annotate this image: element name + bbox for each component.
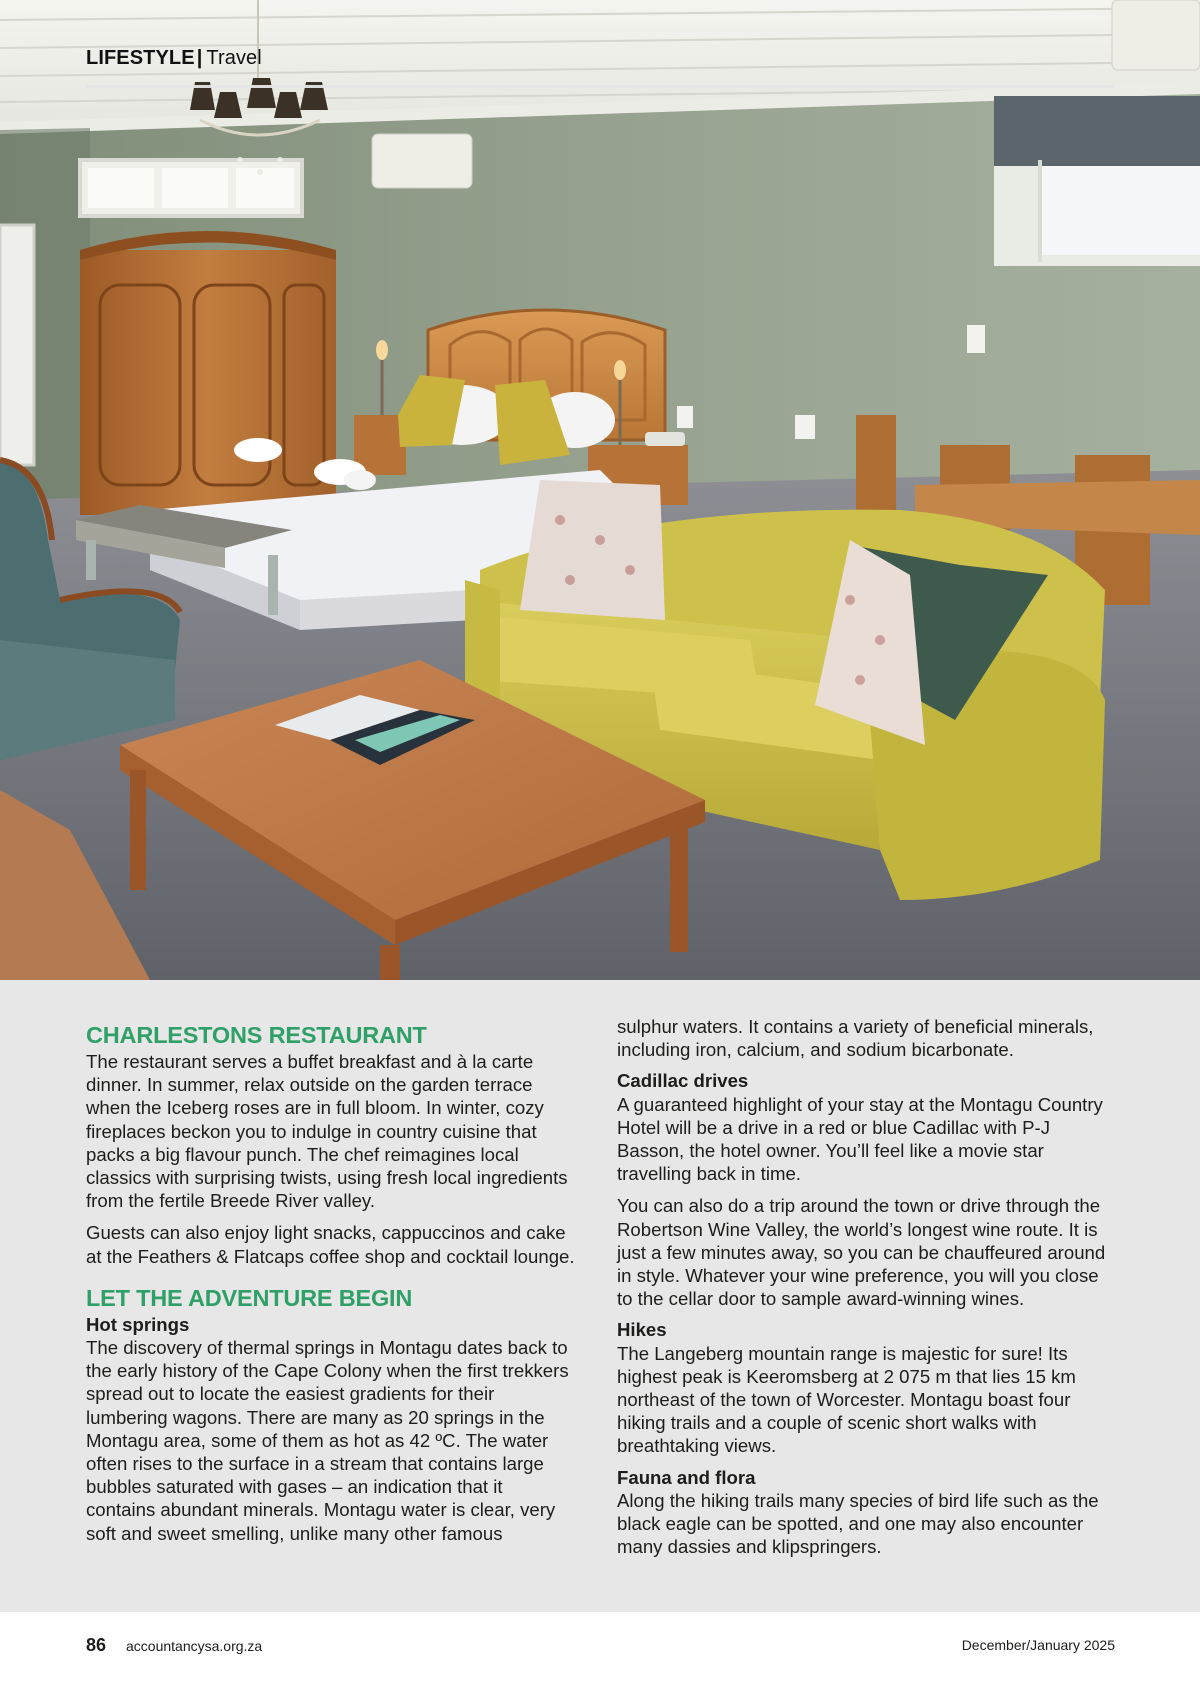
subheading-cadillac-drives: Cadillac drives xyxy=(617,1070,749,1092)
heading-charlestons-restaurant: CHARLESTONS RESTAURANT xyxy=(86,1022,427,1048)
article-column-right xyxy=(617,1015,1117,1558)
subheading-fauna-flora: Fauna and flora xyxy=(617,1466,756,1488)
page-number: 86 xyxy=(86,1635,107,1655)
paragraph-restaurant-1: The restaurant serves a buffet breakfast and à la carte dinner. In summer, relax outside on the garden terrace when the Iceberg roses are in full bloom. In winter, cozy fireplaces beckon you to indulge in country cuisine that packs a big flavour punch. The chef reimagines local classics with surprising twists, using fresh local ingredients from the fertile Breede River valley. xyxy=(86,1051,568,1212)
subheading-hikes: Hikes xyxy=(617,1319,667,1341)
issue-date: December/January 2025 xyxy=(961,1637,1115,1653)
header-rule xyxy=(86,85,1114,88)
running-header xyxy=(86,47,262,70)
page-footer xyxy=(0,1612,1200,1696)
paragraph-fauna-flora: Along the hiking trails many species of bird life such as the black eagle can be spotted, and one may also encounter many dassies and klipspringers. xyxy=(617,1489,1099,1558)
header-separator: | xyxy=(196,47,203,69)
heading-adventure-begin: LET THE ADVENTURE BEGIN xyxy=(86,1284,413,1311)
paragraph-cadillac-2: You can also do a trip around the town or drive through the Robertson Wine Valley, the world’s longest wine route. It is just a few minutes away, so you can be chauffeured around in style. Whatever your wine preference, you will you close to the cellar door to sample award-winning wines. xyxy=(617,1195,1106,1310)
subheading-hot-springs: Hot springs xyxy=(86,1313,190,1335)
paragraph-cadillac-1: A guaranteed highlight of your stay at the Montagu Country Hotel will be a drive in a red or blue Cadillac with P-J Basson, the hotel owner. You’ll feel like a movie star travelling back in time. xyxy=(617,1093,1103,1185)
article-column-left xyxy=(86,1021,576,1545)
paragraph-hikes: The Langeberg mountain range is majestic for sure! Its highest peak is Keeromsberg at 2 075 m that lies 15 km northeast of the town of Worcester. Montagu boast four hiking trails and a couple of scenic short walks with breathtaking views. xyxy=(617,1342,1076,1457)
paragraph-springs-continued: sulphur waters. It contains a variety of beneficial minerals, including iron, calcium, and sodium bicarbonate. xyxy=(617,1016,1094,1061)
subsection-label: Travel xyxy=(206,47,262,69)
paragraph-hot-springs: The discovery of thermal springs in Montagu dates back to the early history of the Cape Colony when the first trekkers spread out to locate the easiest gradients for their lumbering wagons. There are many as 20 springs in the Montagu area, some of them as hot as 42 ºC. The water often rises to the surface in a stream that contains large bubbles saturated with gases – an indication that it contains abundant minerals. Montagu water is clear, very soft and sweet smelling, unlike many other famous xyxy=(86,1337,569,1544)
paragraph-restaurant-2: Guests can also enjoy light snacks, cappuccinos and cake at the Feathers & Flatcaps coffee shop and cocktail lounge. xyxy=(86,1222,575,1267)
website-url: accountancysa.org.za xyxy=(126,1638,263,1654)
section-label: LIFESTYLE xyxy=(86,47,195,69)
